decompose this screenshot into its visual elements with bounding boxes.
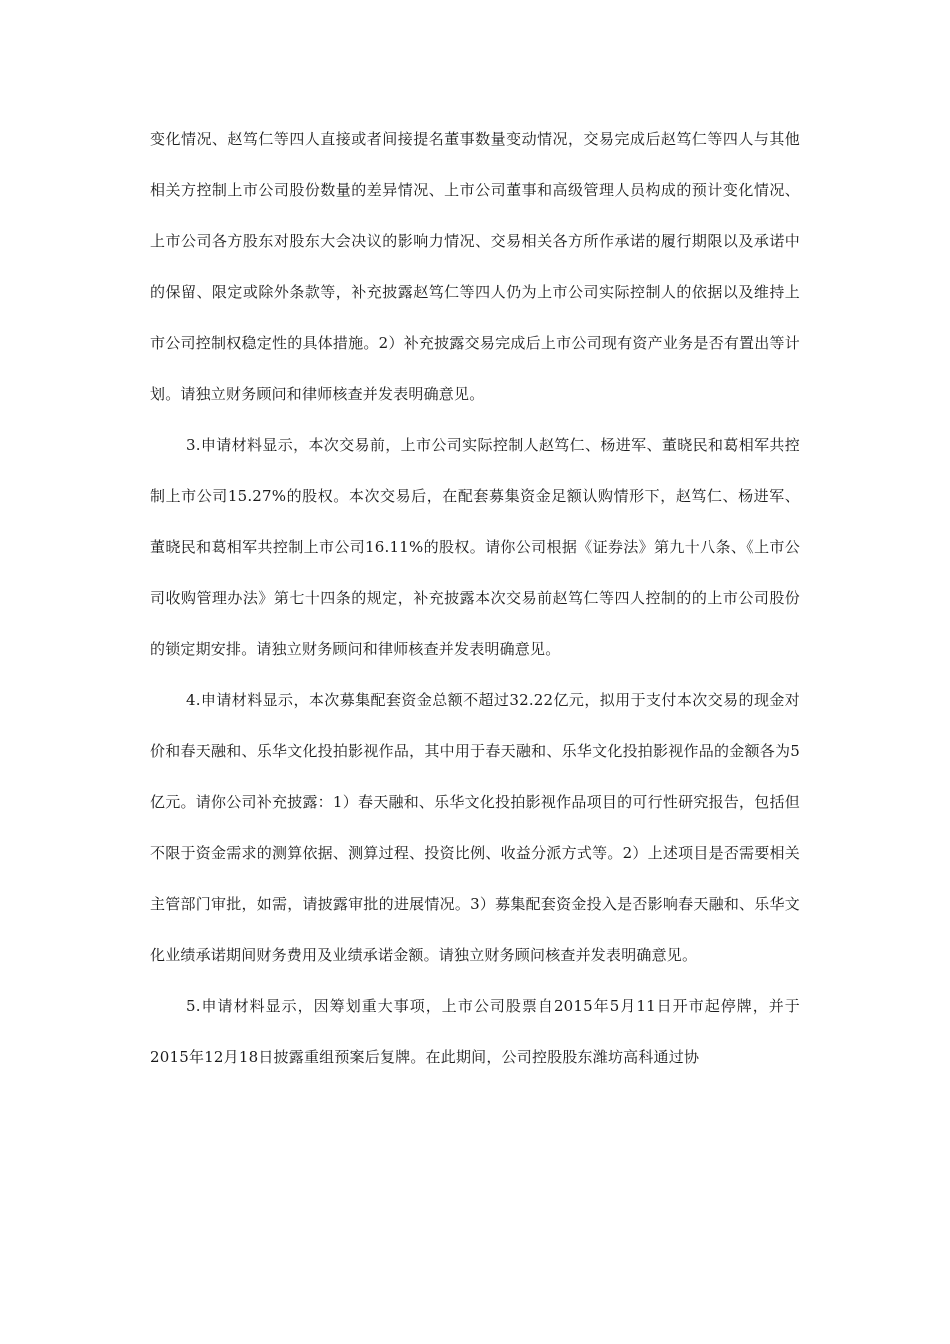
paragraph-continuation: 变化情况、赵笃仁等四人直接或者间接提名董事数量变动情况，交易完成后赵笃仁等四人与其他相关方控制上市公司股份数量的差异情况、上市公司董事和高级管理人员构成的预计变化情况、上市公司各方股东对股东大会决议的影响力情况、交易相关各方所作承诺的履行期限以及承诺中的保留、限定或除外条款等，补充披露赵笃仁等四人仍为上市公司实际控制人的依据以及维持上市公司控制权稳定性的具体措施。2）补充披露交易完成后上市公司现有资产业务是否有置出等计划。请独立财务顾问和律师核查并发表明确意见。 (150, 130, 800, 403)
paragraph-item-5: 5.申请材料显示，因筹划重大事项，上市公司股票自2015年5月11日开市起停牌，并于2015年12月18日披露重组预案后复牌。在此期间，公司控股股东潍坊高科通过协 (150, 997, 800, 1066)
paragraph-item-4: 4.申请材料显示，本次募集配套资金总额不超过32.22亿元，拟用于支付本次交易的现金对价和春天融和、乐华文化投拍影视作品，其中用于春天融和、乐华文化投拍影视作品的金额各为5亿元。请你公司补充披露：1）春天融和、乐华文化投拍影视作品项目的可行性研究报告，包括但不限于资金需求的测算依据、测算过程、投资比例、收益分派方式等。2）上述项目是否需要相关主管部门审批，如需，请披露审批的进展情况。3）募集配套资金投入是否影响春天融和、乐华文化业绩承诺期间财务费用及业绩承诺金额。请独立财务顾问核查并发表明确意见。 (150, 691, 800, 964)
document-body (150, 114, 800, 1083)
paragraph-item-3: 3.申请材料显示，本次交易前，上市公司实际控制人赵笃仁、杨进军、董晓民和葛相军共控制上市公司15.27%的股权。本次交易后，在配套募集资金足额认购情形下，赵笃仁、杨进军、董晓民和葛相军共控制上市公司16.11%的股权。请你公司根据《证券法》第九十八条、《上市公司收购管理办法》第七十四条的规定，补充披露本次交易前赵笃仁等四人控制的的上市公司股份的锁定期安排。请独立财务顾问和律师核查并发表明确意见。 (150, 436, 800, 658)
